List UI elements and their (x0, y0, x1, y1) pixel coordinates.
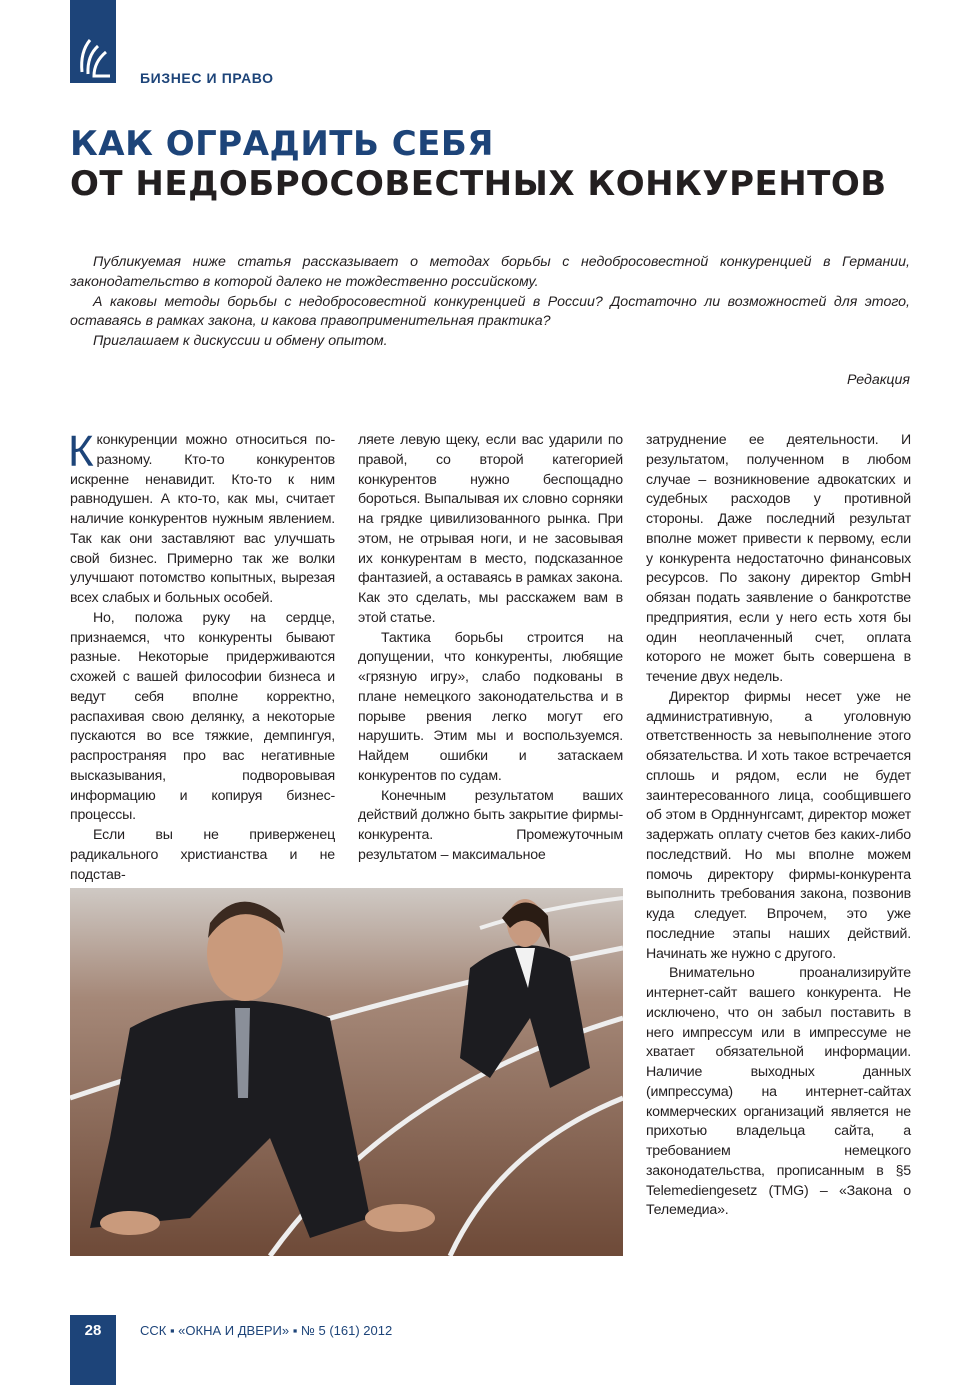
paragraph-text: конкуренции можно относиться по-разному. Кто-то конкурентов искренне ненавидит. Кто-то к ним равнодушен. А кто-то, как мы, считает наличие конкурентов нужным явлением. Так как они заставляют вас улучшать свой бизнес. Примерно так же волки улучшают потомство копытных, вырезая всех слабых и больных особей. (70, 432, 335, 606)
intro-paragraph: Публикуемая ниже статья рассказывает о методах борьбы с недобросовестной конкуренцией в Германии, законодательство в которой далеко не тождественно российскому. (70, 254, 910, 290)
intro-paragraph: А каковы методы борьбы с недобросовестной конкуренцией в России? Достаточно ли возможностей для этого, оставаясь в рамках закона, и какова правоприменительная практика? (70, 293, 910, 330)
section-label: БИЗНЕС И ПРАВО (140, 70, 274, 86)
article-column-1 (68, 427, 335, 885)
article-column-2 (358, 431, 623, 866)
intro (70, 253, 910, 352)
page-number: 28 (70, 1315, 116, 1385)
article-photo (70, 888, 623, 1256)
section-tab (70, 0, 116, 83)
title-line-2: ОТ НЕДОБРОСОВЕСТНЫХ КОНКУРЕНТОВ (70, 164, 887, 204)
publication-footer: ССК ▪ «ОКНА И ДВЕРИ» ▪ № 5 (161) 2012 (140, 1323, 393, 1338)
paragraph: ляете левую щеку, если вас ударили по правой, со второй категорией конкурентов нужно беспощадно бороться. Выпалывая их словно сорняки на грядке цивилизованного рынка. При этом, не отрывая ноги, и не засовывая их конкурентам в место, подсказанное фантазией, а оставаясь в рамках закона. Как это сделать, мы расскажем вам в этой статье. (358, 432, 623, 626)
paragraph: Если вы не приверженец радикального христианства и не подстав- (70, 827, 335, 883)
paragraph: затруднение ее деятельности. И результатом, полученном в любом случае – возникновение адвокатских и судебных расходов у противной стороны. Даже последний результат вполне может привести к первому, если у конкурента недостаточно финансовых ресурсов. По закону директор GmbH обязан подать заявление о банкротстве предприятия, если у него есть хотя бы один неоплаченный счет, оплата которого не может быть совершена в течение двух недель. (646, 432, 911, 685)
paragraph: Конечным результатом ваших действий должно быть закрытие фирмы-конкурента. Промежуточным результатом – максимальное (358, 787, 623, 863)
drop-cap: К (68, 427, 94, 476)
article-title (70, 124, 887, 204)
logo-icon (76, 38, 110, 80)
title-line-1: КАК ОГРАДИТЬ СЕБЯ (70, 124, 494, 164)
intro-signature: Редакция (846, 372, 910, 388)
paragraph (68, 427, 335, 609)
paragraph: Но, положа руку на сердце, признаемся, что конкуренты бывают разные. Некоторые придерживаются схожей с вашей философии бизнеса и ведут себя вполне корректно, распахивая свою делянку, а некоторые пускаются во все тяжкие, демпингуя, распространяя про вас негативные высказывания, подворовывая информацию и копируя бизнес-процессы. (70, 609, 335, 824)
article-column-3 (646, 431, 911, 1221)
paragraph: Директор фирмы несет уже не административную, а уголовную ответственность за невыполнение этого обязательства. И хоть такое встречается сплошь и рядом, если не будет заинтересованного лица, сообщившего об этом в Ордннунгсамт, директор может задержать оплату счетов без каких-либо последствий. Но мы вполне можем помочь директору фирмы-конкурента выполнить требования закона, позвонив куда следует. Впрочем, это уже последние этапы наших действий. Начинать же нужно с другого. (646, 688, 911, 962)
paragraph: Тактика борьбы строится на допущении, что конкуренты, любящие «грязную игру», слабо подкованы в плане немецкого законодательства и в порыве рвения легко могут его нарушить. Этим мы и воспользуемся. Найдем ошибки и затаскаем конкурентов по судам. (358, 629, 623, 784)
paragraph: Внимательно проанализируйте интернет-сайт вашего конкурента. Не исключено, что он забыл поставить в него импрессум или в импрессуме не хватает обязательной информации. Наличие выходных данных (импрессума) на интернет-сайтах коммерческих организаций является не прихотью владельца сайта, а требованием немецкого законодательства, прописанным в §5 Telemediengesetz (TMG) – «Закона о Телемедиа». (646, 965, 911, 1219)
intro-paragraph: Приглашаем к дискуссии и обмену опытом. (93, 333, 388, 350)
